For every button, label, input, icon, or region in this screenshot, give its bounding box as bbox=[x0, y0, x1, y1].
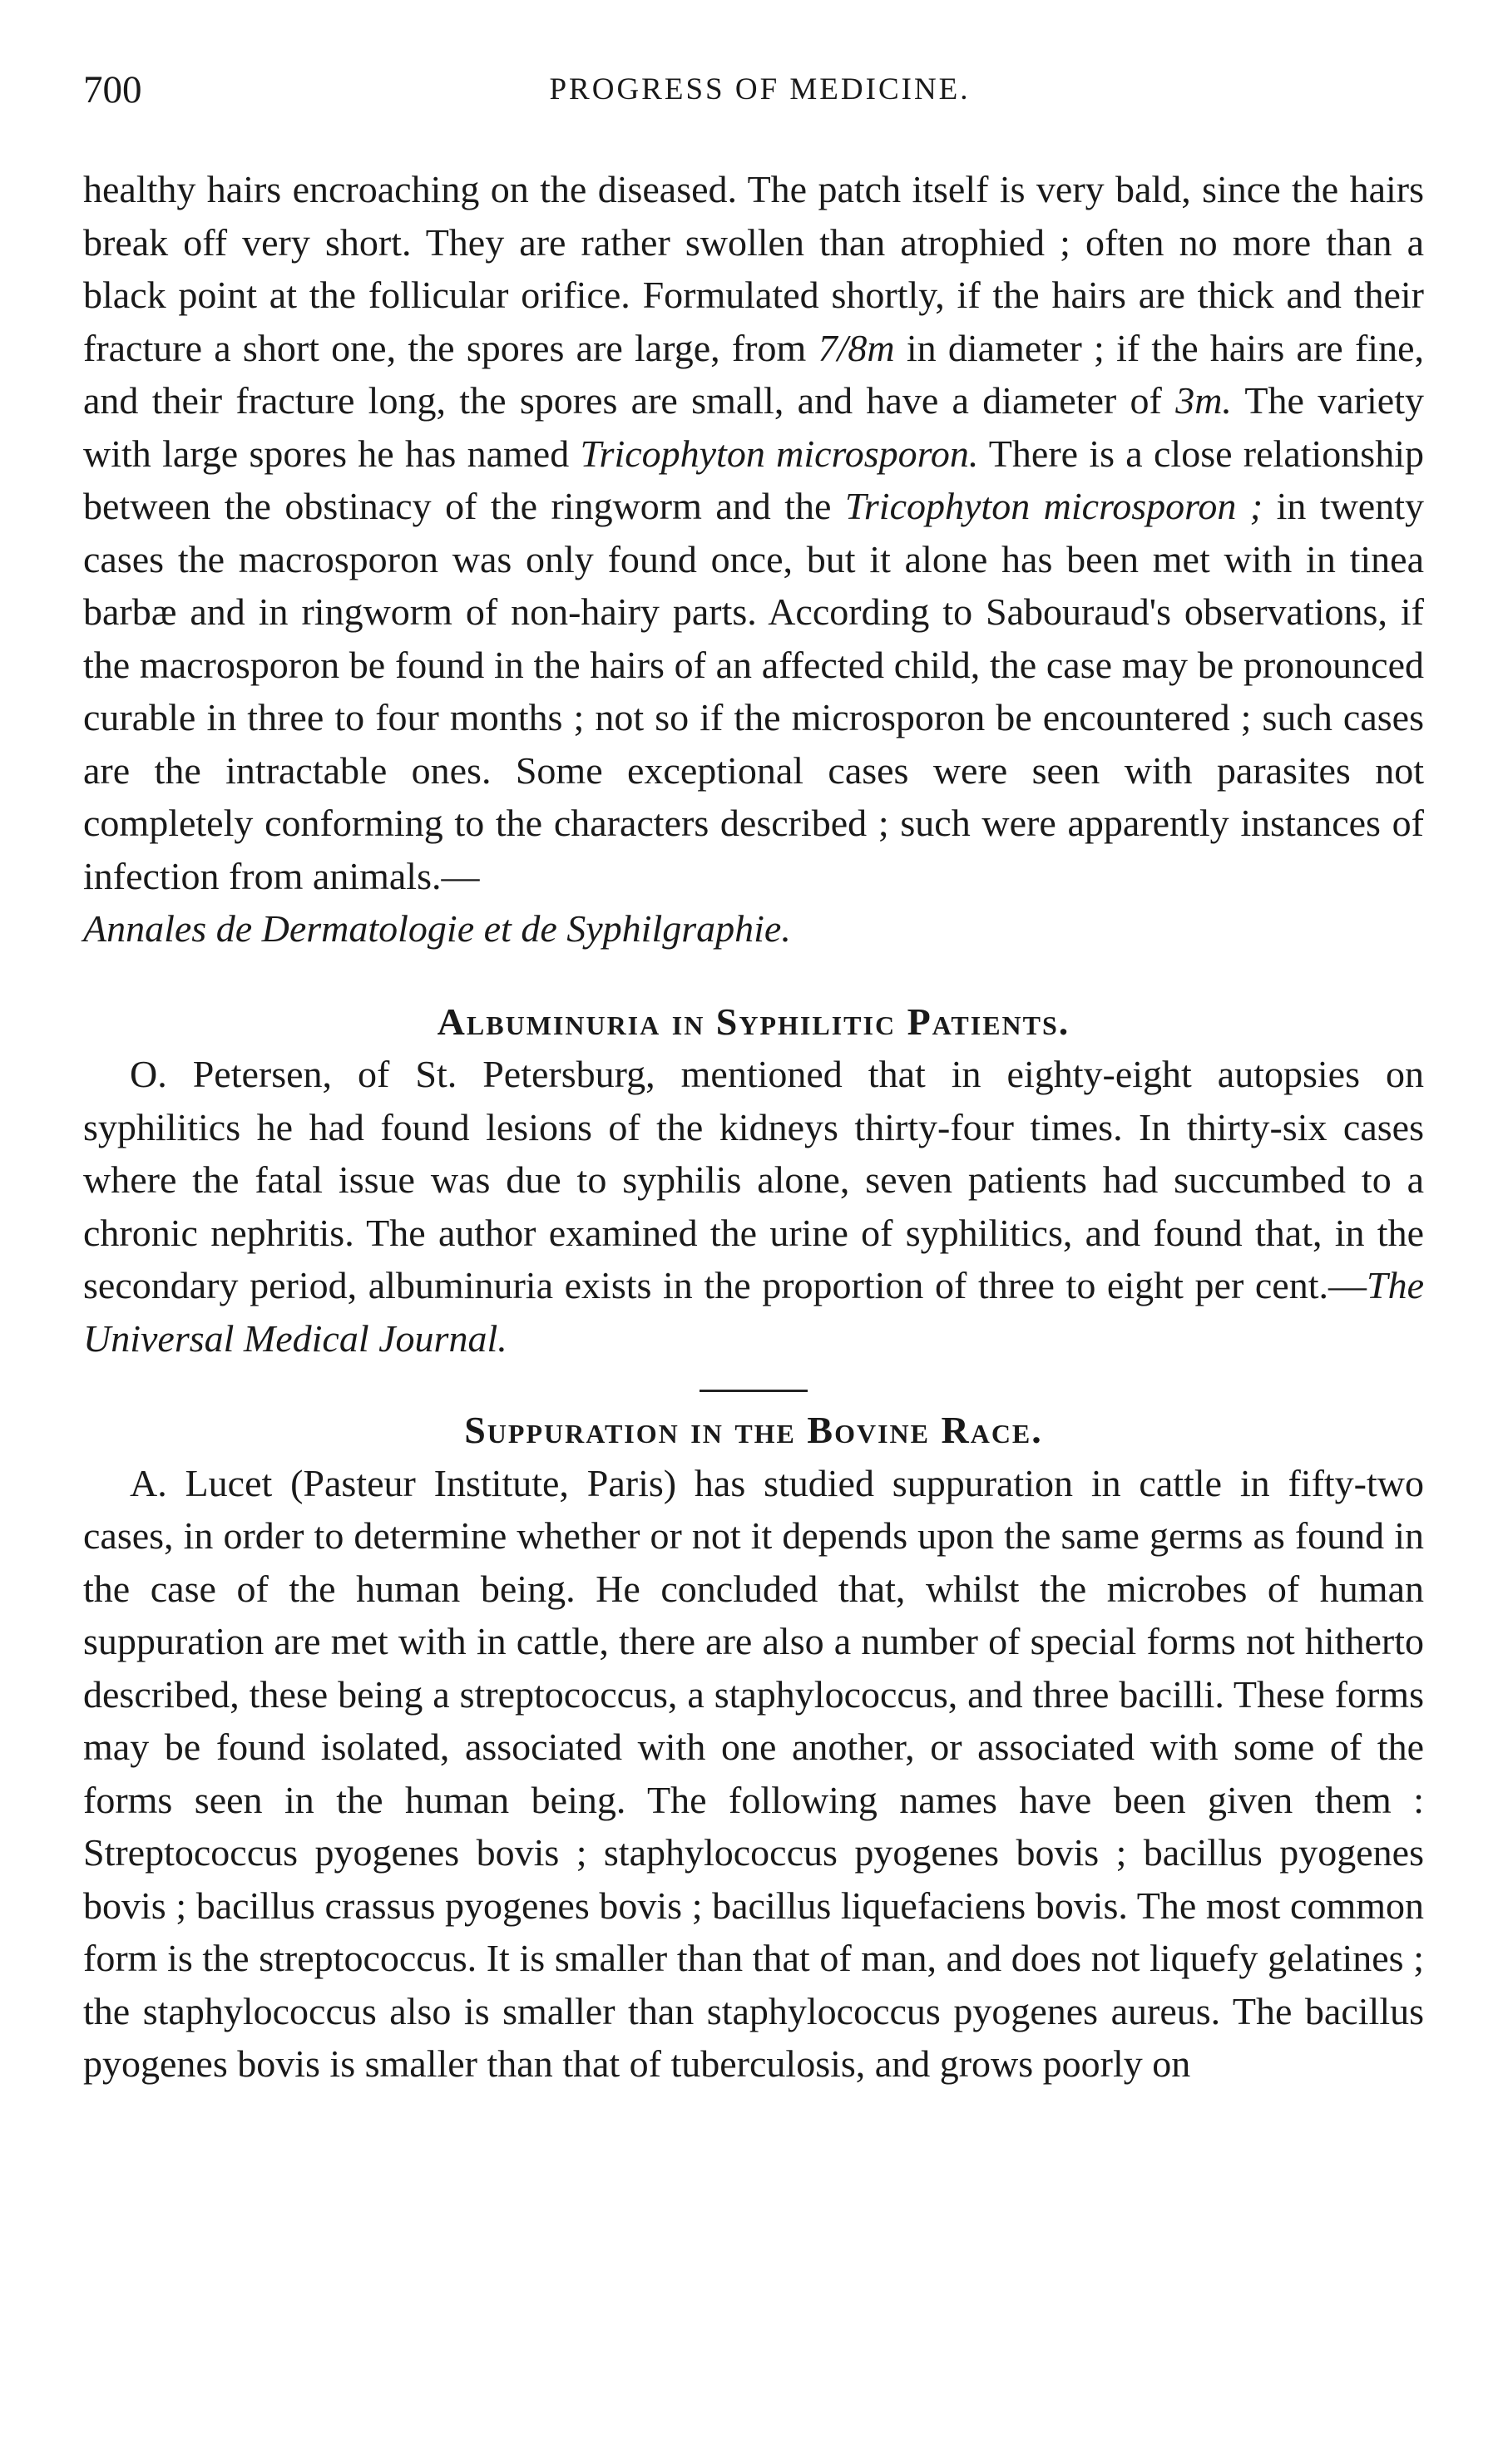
running-head bbox=[83, 65, 1436, 115]
running-title: PROGRESS OF MEDICINE. bbox=[549, 72, 971, 106]
source-citation: Annales de Dermatologie et de Syphilgraphie. bbox=[83, 907, 791, 950]
species-name: Tricophyton microsporon ; bbox=[844, 485, 1263, 527]
species-name: Tricophyton microsporon. bbox=[580, 432, 979, 475]
body-text bbox=[83, 163, 1424, 2091]
spore-size-large: 7/8m bbox=[818, 326, 895, 369]
section-heading-albuminuria: Albuminuria in Syphilitic Patients. bbox=[437, 1000, 1070, 1043]
section-heading-suppuration: Suppuration in the Bovine Race. bbox=[464, 1409, 1043, 1451]
spore-size-small: 3m. bbox=[1175, 379, 1232, 422]
page-number: 700 bbox=[83, 68, 142, 111]
ringworm-paragraph: healthy hairs encroaching on the diseased. The patch itself is very bald, since the hairs break off very short. They are rather swollen than atrophied ; often no more than a black point at the follicular orifice. Formulated shortly, if the hairs are thick and their fracture a short one, the spores are large, from 7/8m in diameter ; if the hairs are fine, and their fracture long, the spores are small, and have a diameter of 3m. The variety with large spores he has named Tricophyton microsporon. There is a close relationship between the obstinacy of the ringworm and the Tricophyton microsporon ; in twenty cases the macrosporon was only found once, but it alone has been met with in tinea barbæ and in ringworm of non-hairy parts. According to Sabouraud's observations, if the macrosporon be found in the hairs of an affected child, the case may be pronounced curable in three to four months ; not so if the microsporon be encountered ; such cases are the intractable ones. Some exceptional cases were seen with parasites not completely conforming to the characters described ; such were apparently instances of infection from animals.— Annales de Dermatologie et de Syphilgraphie. bbox=[83, 168, 1424, 950]
source-citation: The Universal Medical Journal. bbox=[83, 1264, 1424, 1360]
albuminuria-paragraph: O. Petersen, of St. Petersburg, mentioned that in eighty-eight autopsies on syphilitics he had found lesions of the kidneys thirty-four times. In thirty-six cases where the fatal issue was due to syphilis alone, seven patients had succumbed to a chronic nephritis. The author examined the urine of syphilitics, and found that, in the secondary period, albuminuria exists in the proportion of three to eight per cent.—The Universal Medical Journal. bbox=[83, 1053, 1424, 1360]
suppuration-paragraph: A. Lucet (Pasteur Institute, Paris) has studied suppuration in cattle in fifty-two cases, in order to determine whether or not it depends upon the same germs as found in the case of the human being. He concluded that, whilst the microbes of human suppuration are met with in cattle, there are also a number of special forms not hitherto described, these being a streptococcus, a staphylococcus, and three bacilli. These forms may be found isolated, associated with one another, or associated with some of the forms seen in the human being. The following names have been given them : Streptococcus pyogenes bovis ; staphylococcus pyogenes bovis ; bacillus pyogenes bovis ; bacillus crassus pyogenes bovis ; bacillus liquefaciens bovis. The most common form is the streptococcus. It is smaller than that of man, and does not liquefy gelatines ; the staphylococcus also is smaller than staphylococcus pyogenes aureus. The bacillus pyogenes bovis is smaller than that of tuberculosis, and grows poorly on bbox=[83, 1461, 1424, 2085]
